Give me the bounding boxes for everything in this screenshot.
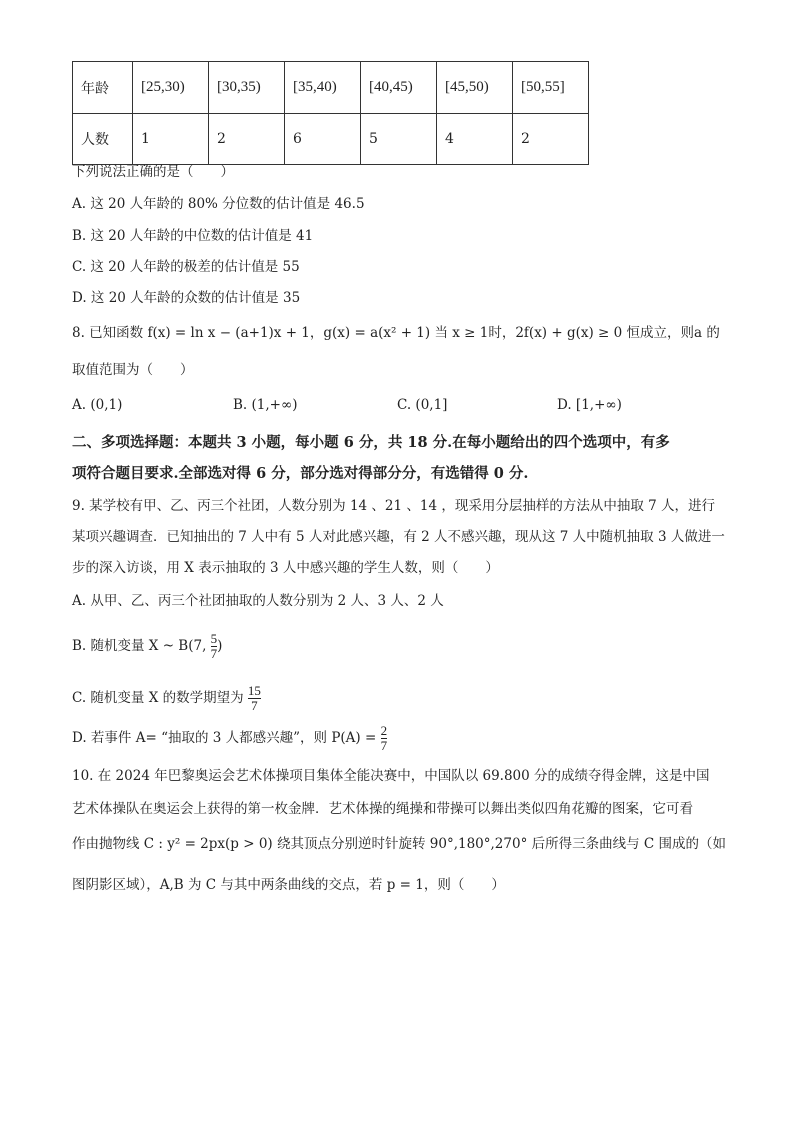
numerator: 15: [247, 683, 261, 698]
q10-stem-line4: 图阴影区域），A,B 为 C 与其中两条曲线的交点，若 p = 1，则（ ）: [72, 877, 505, 893]
fraction: [248, 684, 261, 713]
section-heading-line1: 二、多项选择题：本题共 3 小题，每小题 6 分，共 18 分.在每小题给出的四个选项中，有多: [72, 434, 670, 451]
q9-option-b-close: ): [217, 638, 223, 654]
q7-stem: 下列说法正确的是（ ）: [72, 164, 234, 180]
table-cell: [45,50): [437, 62, 513, 114]
q9-stem-line2: 某项兴趣调查．已知抽出的 7 人中有 5 人对此感兴趣，有 2 人不感兴趣，现从这 7 人中随机抽取 3 人做进一: [72, 529, 725, 545]
table-cell: 人数: [73, 114, 133, 165]
q9-option-c-text: C. 随机变量 X 的数学期望为: [72, 690, 248, 706]
q8-stem-line2: 取值范围为（ ）: [72, 362, 194, 378]
table-cell: [50,55]: [513, 62, 589, 114]
q9-option-b: [72, 628, 222, 664]
q10-stem-line2: 艺术体操队在奥运会上获得的第一枚金牌．艺术体操的绳操和带操可以舞出类似四角花瓣的图案，它可看: [72, 801, 693, 817]
denominator: 7: [210, 646, 218, 661]
fraction: [381, 724, 388, 753]
table-cell: [30,35): [209, 62, 285, 114]
q10-stem-line1: 10. 在 2024 年巴黎奥运会艺术体操项目集体全能决赛中，中国队以 69.800 分的成绩夺得金牌，这是中国: [72, 768, 710, 784]
table-cell: [25,30): [133, 62, 209, 114]
denominator: 7: [248, 698, 261, 713]
q7-option-b: B. 这 20 人年龄的中位数的估计值是 41: [72, 228, 314, 244]
age-frequency-table: [72, 61, 589, 165]
numerator: 5: [210, 631, 218, 646]
table-cell: 6: [285, 114, 361, 165]
q10-stem-line3: 作由抛物线 C : y² = 2px(p > 0) 绕其顶点分别逆时针旋转 90°,180°,270° 后所得三条曲线与 C 围成的（如: [72, 836, 727, 852]
q8-option-a: A. (0,1): [72, 397, 123, 413]
q9-option-a: A. 从甲、乙、丙三个社团抽取的人数分别为 2 人、3 人、2 人: [72, 593, 444, 609]
q8-option-c: C. (0,1]: [397, 397, 448, 413]
table-cell: [40,45): [361, 62, 437, 114]
table-cell: 4: [437, 114, 513, 165]
q8-option-d: D. [1,+∞): [557, 397, 622, 413]
q9-option-d-text: D. 若事件 A= “抽取的 3 人都感兴趣”，则 P(A) =: [72, 730, 381, 746]
table-cell: 2: [513, 114, 589, 165]
q8-stem-line1: 8. 已知函数 f(x) = ln x − (a+1)x + 1，g(x) = a(x² + 1) 当 x ≥ 1时，2f(x) + g(x) ≥ 0 恒成立，则a 的: [72, 325, 720, 341]
q8-option-b: B. (1,+∞): [233, 397, 298, 413]
denominator: 7: [380, 738, 388, 753]
table-cell: 5: [361, 114, 437, 165]
q9-stem-line3: 步的深入访谈，用 X 表示抽取的 3 人中感兴趣的学生人数，则（ ）: [72, 560, 499, 576]
table-cell: 1: [133, 114, 209, 165]
q9-option-b-text: B. 随机变量 X ~ B(7,: [72, 638, 211, 654]
q7-option-d: D. 这 20 人年龄的众数的估计值是 35: [72, 290, 301, 306]
q7-option-a: A. 这 20 人年龄的 80% 分位数的估计值是 46.5: [72, 196, 365, 212]
section-heading-line2: 项符合题目要求.全部选对得 6 分，部分选对得部分分，有选错得 0 分.: [72, 465, 529, 482]
q9-option-c: [72, 680, 261, 716]
table-row: [73, 114, 589, 165]
q7-option-c: C. 这 20 人年龄的极差的估计值是 55: [72, 259, 300, 275]
table-row: [73, 62, 589, 114]
q9-stem-line1: 9. 某学校有甲、乙、丙三个社团，人数分别为 14 、21 、14 ，现采用分层抽样的方法从中抽取 7 人，进行: [72, 498, 716, 514]
q9-option-d: [72, 720, 387, 756]
table-cell: [35,40): [285, 62, 361, 114]
table-cell: 2: [209, 114, 285, 165]
table-cell: 年龄: [73, 62, 133, 114]
numerator: 2: [380, 723, 388, 738]
